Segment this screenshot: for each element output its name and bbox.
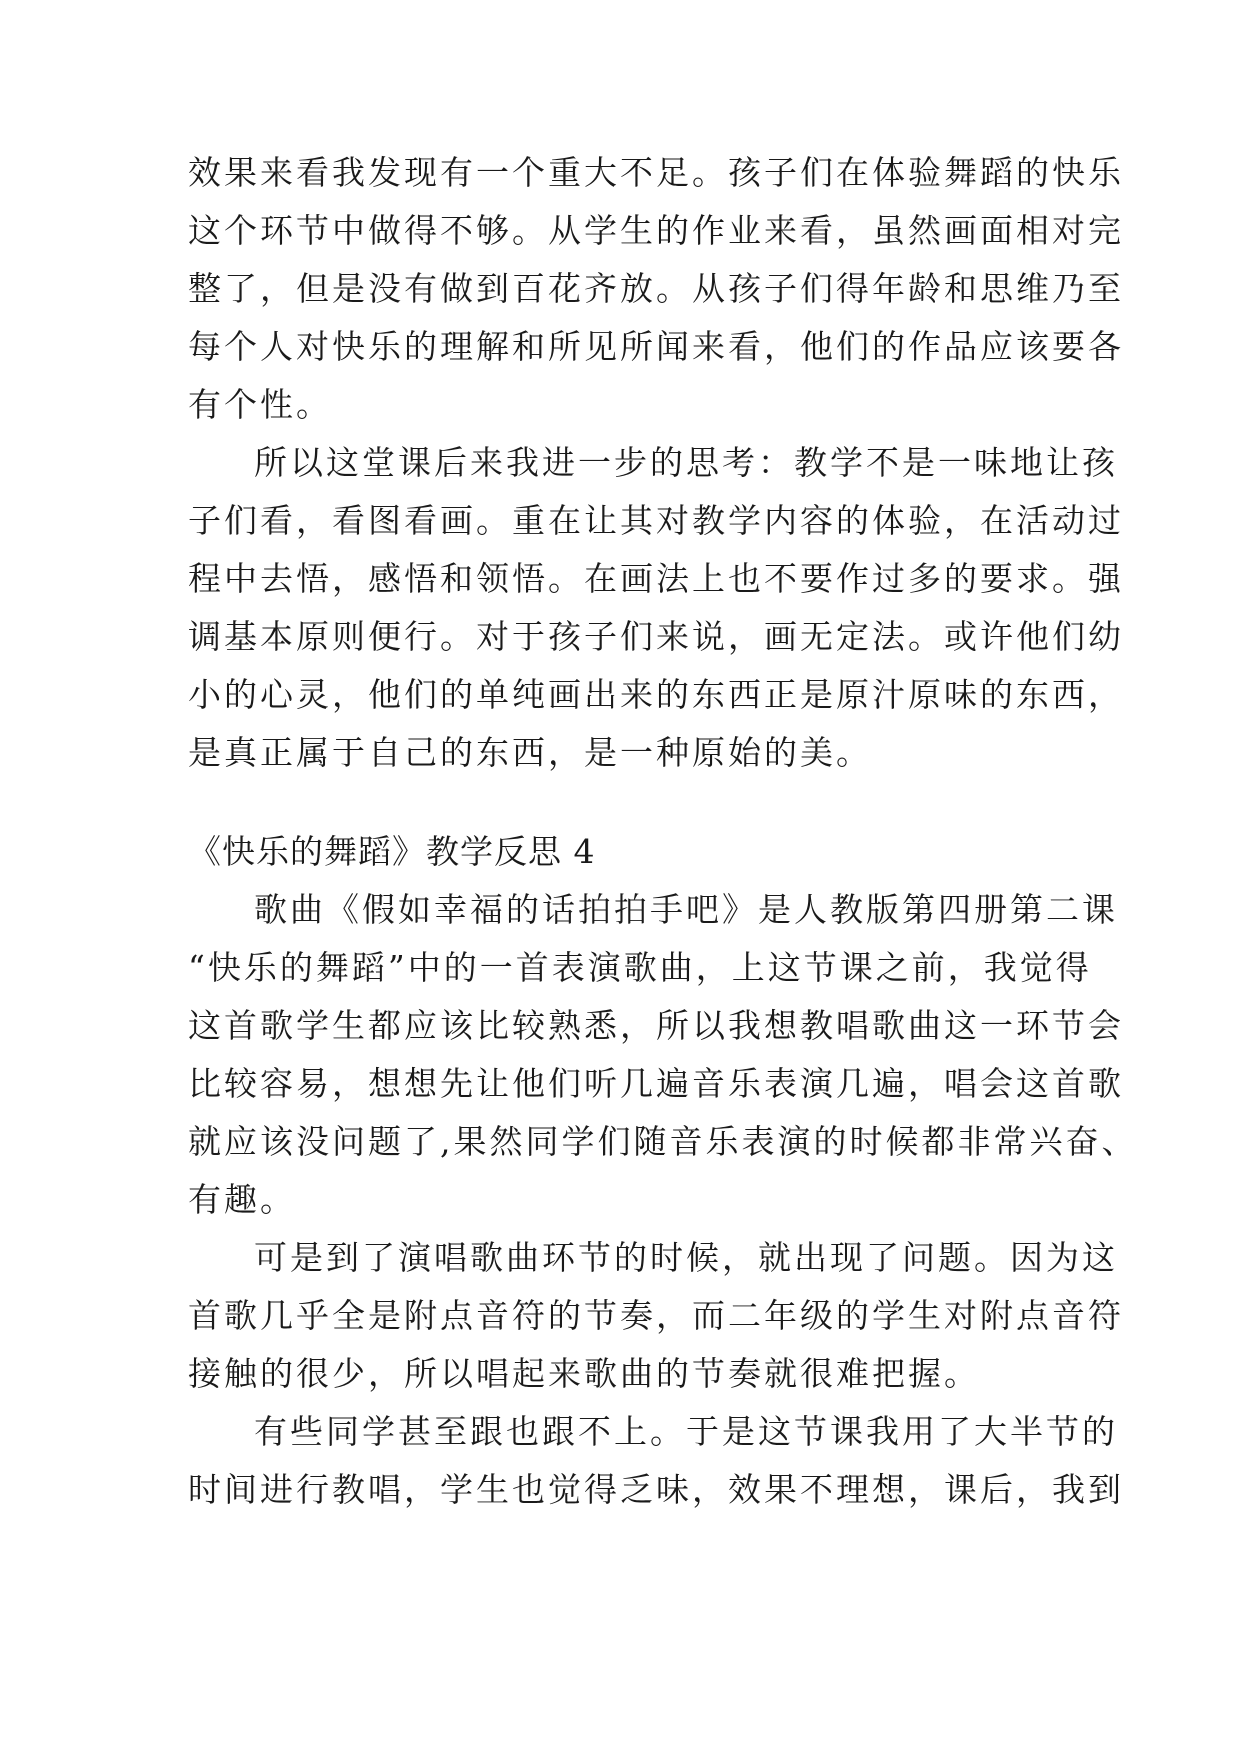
text-line: 小的心灵，他们的单纯画出来的东西正是原汁原味的东西， (188, 675, 1124, 714)
text-line: “快乐的舞蹈”中的一首表演歌曲，上这节课之前，我觉得 (188, 948, 1092, 987)
text-line: 子们看，看图看画。重在让其对教学内容的体验，在活动过 (188, 501, 1124, 540)
text-line: 这首歌学生都应该比较熟悉，所以我想教唱歌曲这一环节会 (188, 1006, 1124, 1045)
text-line: 整了，但是没有做到百花齐放。从孩子们得年龄和思维乃至 (188, 269, 1124, 308)
text-line: 是真正属于自己的东西，是一种原始的美。 (188, 733, 872, 772)
section-heading: 《快乐的舞蹈》教学反思 4 (188, 832, 596, 871)
paragraph-start-line: 所以这堂课后来我进一步的思考：教学不是一味地让孩 (254, 443, 1118, 482)
paragraph-start-line: 歌曲《假如幸福的话拍拍手吧》是人教版第四册第二课 (254, 890, 1118, 929)
text-line: 接触的很少，所以唱起来歌曲的节奏就很难把握。 (188, 1354, 980, 1393)
text-line: 这个环节中做得不够。从学生的作业来看，虽然画面相对完 (188, 211, 1124, 250)
paragraph-start-line: 有些同学甚至跟也跟不上。于是这节课我用了大半节的 (254, 1412, 1118, 1451)
paragraph-start-line: 可是到了演唱歌曲环节的时候，就出现了问题。因为这 (254, 1238, 1118, 1277)
text-line: 时间进行教唱，学生也觉得乏味，效果不理想，课后，我到 (188, 1470, 1124, 1509)
text-line: 比较容易，想想先让他们听几遍音乐表演几遍，唱会这首歌 (188, 1064, 1124, 1103)
text-line: 程中去悟，感悟和领悟。在画法上也不要作过多的要求。强 (188, 559, 1124, 598)
text-line: 有趣。 (188, 1180, 296, 1219)
text-line: 调基本原则便行。对于孩子们来说，画无定法。或许他们幼 (188, 617, 1124, 656)
text-line: 首歌几乎全是附点音符的节奏，而二年级的学生对附点音符 (188, 1296, 1124, 1335)
text-line: 每个人对快乐的理解和所见所闻来看，他们的作品应该要各 (188, 327, 1124, 366)
text-line: 有个性。 (188, 385, 332, 424)
text-line: 就应该没问题了,果然同学们随音乐表演的时候都非常兴奋、 (188, 1122, 1138, 1161)
text-line: 效果来看我发现有一个重大不足。孩子们在体验舞蹈的快乐 (188, 153, 1124, 192)
